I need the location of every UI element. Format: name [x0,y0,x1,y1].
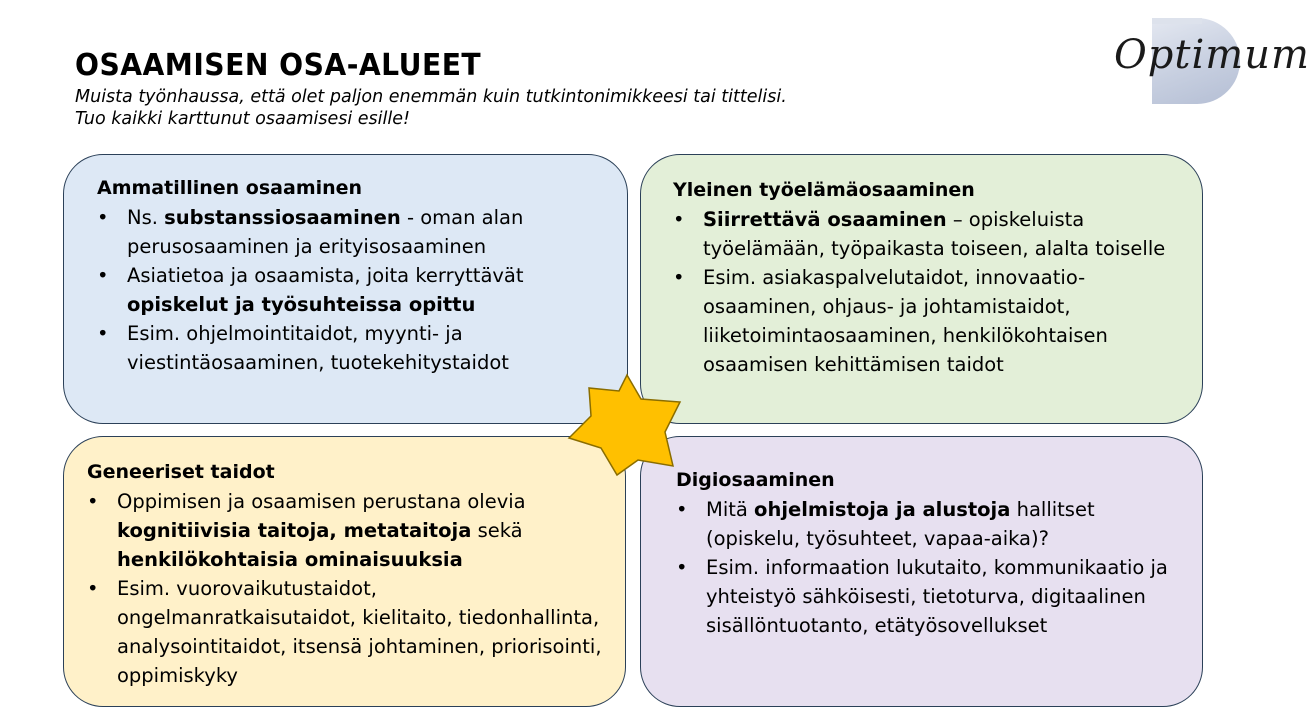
box-heading: Yleinen työelämäosaaminen [673,179,975,201]
bullet-list [673,205,1182,379]
bold-text: kognitiivisia taitoja, metataitoja [117,519,472,542]
text: Oppimisen ja osaamisen perustana olevia [117,490,526,513]
text: Esim. vuorovaikutustaidot, ongelmanratkaisutaidot, kielitaito, tiedonhallinta, analysointitaidot, itsensä johtaminen, priorisointi, oppimiskyky [117,577,602,687]
bullet-list [97,203,607,377]
box-heading: Geneeriset taidot [87,461,275,483]
list-item [87,574,605,690]
bullet-list [87,487,605,690]
text: Asiatietoa ja osaamista, joita kerryttävät [127,264,524,287]
page-title: OSAAMISEN OSA-ALUEET [75,48,482,83]
box-heading: Digiosaaminen [676,469,835,491]
box-digiosaaminen [640,436,1203,707]
text: Esim. informaation lukutaito, kommunikaatio ja yhteistyö sähköisesti, tietoturva, digitaalinen sisällöntuotanto, etätyösovellukset [706,556,1168,637]
text: – opiskeluista työelämään, työpaikasta toiseen, alalta toiselle [703,208,1166,260]
bold-text: Siirrettävä osaaminen [703,208,947,231]
seven-point-star-icon [567,374,687,476]
box-ammatillinen-osaaminen [63,154,628,424]
star-shape [569,375,680,475]
list-item [97,261,607,319]
logo-text: Optimum [1114,32,1310,78]
text: Mitä [706,498,755,521]
bold-text: ohjelmistoja ja alustoja [754,498,1011,521]
subtitle-line-2: Tuo kaikki karttunut osaamisesi esille! [75,109,411,129]
list-item [97,319,607,377]
box-yleinen-tyoelamaosaaminen [640,154,1203,424]
text: Ns. [127,206,165,229]
text: sekä [471,519,523,542]
page-subtitle [75,86,787,130]
box-heading: Ammatillinen osaaminen [97,177,363,199]
bullet-list [676,495,1182,640]
bold-text: substanssiosaaminen [164,206,401,229]
list-item [87,487,605,574]
text: Esim. ohjelmointitaidot, myynti- ja viestintäosaaminen, tuotekehitystaidot [127,322,509,374]
bold-text: henkilökohtaisia ominaisuuksia [117,548,463,571]
text: - oman alan perusosaaminen ja erityisosaaminen [127,206,524,258]
list-item [676,553,1182,640]
text: Esim. asiakaspalvelutaidot, innovaatio-osaaminen, ohjaus- ja johtamistaidot, liiketoimintaosaaminen, henkilökohtaisen osaamisen kehittämisen taidot [703,266,1108,376]
subtitle-line-1: Muista työnhaussa, että olet paljon enemmän kuin tutkintonimikkeesi tai tittelisi. [75,87,787,107]
list-item [676,495,1182,553]
optimum-logo [1110,16,1310,106]
text: hallitset (opiskelu, työsuhteet, vapaa-aika)? [706,498,1095,550]
list-item [673,263,1182,379]
box-geneeriset-taidot [63,436,626,707]
list-item [673,205,1182,263]
list-item [97,203,607,261]
bold-text: opiskelut ja työsuhteissa opittu [127,293,476,316]
